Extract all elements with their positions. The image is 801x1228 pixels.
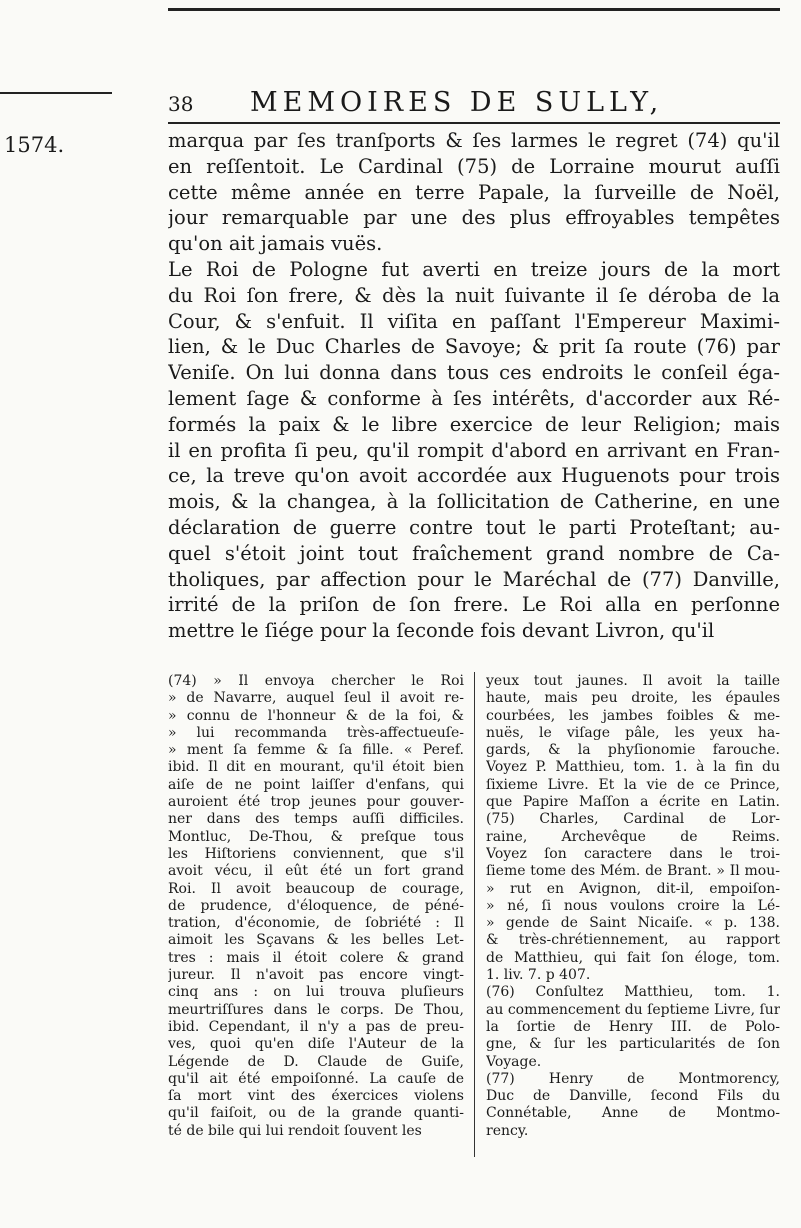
- footnote-line: ſixieme Livre. Et la vie de ce Prince,: [486, 776, 780, 793]
- text-line: déclaration de guerre contre tout le parti Proteſtant; au-: [168, 515, 780, 539]
- margin-rule: [0, 92, 112, 94]
- footnote-line: Duc de Danville, ſecond Fils du: [486, 1088, 780, 1105]
- text-line: tholiques, par affection pour le Maréchal de (77) Danville,: [168, 567, 780, 591]
- footnote-line: Montluc, De-Thou, & preſque tous: [168, 828, 464, 845]
- footnote-line: rency.: [486, 1122, 529, 1139]
- footnote-line: ſa mort vint des éxercices violens: [168, 1088, 464, 1105]
- footnote-line: auroient été trop jeunes pour gouver-: [168, 794, 464, 811]
- footnote-line: ibid. Il dit en mourant, qu'il étoit bien: [168, 759, 464, 776]
- text-line: lement ſage & conforme à ſes intérêts, d'accorder aux Ré-: [168, 386, 780, 410]
- text-line: Cour, & s'enfuit. Il viſita en paſſant l'Empereur Maximi-: [168, 309, 780, 333]
- text-line: mettre le ſiége pour la ſeconde fois devant Livron, qu'il: [168, 619, 715, 643]
- footnote-line: & très-chrétiennement, au rapport: [486, 932, 780, 949]
- footnote-line: Voyez P. Matthieu, tom. 1. à la fin du: [486, 759, 780, 776]
- footnote-line: Légende de D. Claude de Guiſe,: [168, 1053, 464, 1070]
- footnote-line: (76) Conſultez Matthieu, tom. 1.: [486, 984, 780, 1001]
- footnote-line: Voyez ſon caractere dans le troi-: [486, 845, 780, 862]
- footnote-line: (77) Henry de Montmorency,: [486, 1070, 780, 1087]
- footnote-line: qu'il ait été empoiſonné. La cauſe de: [168, 1070, 464, 1087]
- footnote-line: » gende de Saint Nicaiſe. « p. 138.: [486, 915, 780, 932]
- footnote-line: Connétable, Anne de Montmo-: [486, 1105, 780, 1122]
- footnote-line: ves, quoi qu'en diſe l'Auteur de la: [168, 1036, 464, 1053]
- running-title: MEMOIRES DE SULLY,: [250, 87, 664, 118]
- footnote-line: de prudence, d'éloquence, de péné-: [168, 897, 464, 914]
- footnote-line: tration, d'économie, de ſobriété : Il: [168, 915, 464, 932]
- footnote-line: Roi. Il avoit beaucoup de courage,: [168, 880, 464, 897]
- text-line: il en profita ſi peu, qu'il rompit d'abord en arrivant en Fran-: [168, 438, 780, 462]
- footnote-line: (75) Charles, Cardinal de Lor-: [486, 811, 780, 828]
- footnote-line: gards, & la phyſionomie farouche.: [486, 742, 780, 759]
- footnote-line: Voyage.: [486, 1053, 542, 1070]
- footnote-line: ibid. Cependant, il n'y a pas de preu-: [168, 1018, 464, 1035]
- footnote-line: » né, ſi nous voulons croire la Lé-: [486, 897, 780, 914]
- text-line: qu'on ait jamais vuës.: [168, 232, 383, 256]
- footnote-line: meurtriſſures dans le corps. De Thou,: [168, 1001, 464, 1018]
- footnote-line: courbées, les jambes foibles & me-: [486, 707, 780, 724]
- footnote-line: tres : mais il étoit colere & grand: [168, 949, 464, 966]
- margin-year: 1574.: [4, 133, 65, 157]
- footnote-line: aiſe de ne point laiſſer d'enfans, qui: [168, 776, 464, 793]
- footnote-line: ſieme tome des Mém. de Brant. » Il mou-: [486, 863, 780, 880]
- text-line: quel s'étoit joint tout fraîchement grand nombre de Ca-: [168, 541, 780, 565]
- text-line: marqua par ſes tranſports & ſes larmes le regret (74) qu'il: [168, 129, 780, 152]
- text-line: en reſſentoit. Le Cardinal (75) de Lorraine mourut auſſi: [168, 154, 780, 178]
- footnote-line: que Papire Maſſon a écrite en Latin.: [486, 794, 780, 811]
- footnote-line: té de bile qui lui rendoit ſouvent les: [168, 1122, 422, 1139]
- text-line: jour remarquable par une des plus effroyables tempêtes: [168, 206, 780, 230]
- footnote-line: cinq ans : on lui trouva pluſieurs: [168, 984, 464, 1001]
- footnote-line: nuës, le viſage pâle, les yeux ha-: [486, 724, 780, 741]
- text-line: du Roi ſon frere, & dès la nuit ſuivante il ſe déroba de la: [168, 283, 780, 307]
- text-line: Veniſe. On lui donna dans tous ces endroits le conſeil éga-: [168, 361, 780, 385]
- footnote-line: aimoit les Sçavans & les belles Let-: [168, 932, 464, 949]
- footnote-line: » ment ſa femme & ſa fille. « Peref.: [168, 742, 464, 759]
- footnotes-left-column: [168, 673, 464, 1140]
- footnote-line: yeux tout jaunes. Il avoit la taille: [486, 673, 780, 689]
- footnote-line: » rut en Avignon, dit-il, empoiſon-: [486, 880, 780, 897]
- footnote-line: jureur. Il n'avoit pas encore vingt-: [168, 967, 464, 984]
- footnote-line: avoit vécu, il eût été un fort grand: [168, 863, 464, 880]
- page-number: 38: [168, 92, 194, 116]
- footnote-line: » lui recommanda très-affectueuſe-: [168, 724, 464, 741]
- main-text: [168, 128, 780, 644]
- column-divider: [474, 672, 475, 1157]
- footnote-line: les Hiſtoriens conviennent, que s'il: [168, 845, 464, 862]
- footnote-line: de Matthieu, qui fait ſon éloge, tom.: [486, 949, 780, 966]
- footnote-line: gne, & ſur les particularités de ſon: [486, 1036, 780, 1053]
- footnote-line: la ſortie de Henry III. de Polo-: [486, 1018, 780, 1035]
- footnote-line: au commencement du ſeptieme Livre, ſur: [486, 1001, 780, 1018]
- footnote-line: 1. liv. 7. p 407.: [486, 967, 591, 984]
- text-line: irrité de la priſon de ſon frere. Le Roi alla en perſonne: [168, 593, 780, 617]
- footnote-line: (74) » Il envoya chercher le Roi: [168, 673, 464, 689]
- text-line: formés la paix & le libre exercice de leur Religion; mais: [168, 412, 780, 436]
- footnote-line: » de Navarre, auquel ſeul il avoit re-: [168, 690, 464, 707]
- header-rule: [168, 122, 780, 124]
- footnote-line: haute, mais peu droite, les épaules: [486, 690, 780, 707]
- footnotes-right-column: [486, 673, 780, 1140]
- text-line: cette même année en terre Papale, la ſurveille de Noël,: [168, 180, 780, 204]
- text-line: Le Roi de Pologne fut averti en treize jours de la mort: [168, 257, 780, 281]
- footnote-line: qu'il faiſoit, ou de la grande quanti-: [168, 1105, 464, 1122]
- footnote-line: raine, Archevêque de Reims.: [486, 828, 780, 845]
- text-line: mois, & la changea, à la ſollicitation de Catherine, en une: [168, 490, 780, 514]
- footnote-line: ner dans des temps auſſi difficiles.: [168, 811, 464, 828]
- text-line: lien, & le Duc Charles de Savoye; & prit ſa route (76) par: [168, 335, 780, 359]
- top-rule: [168, 8, 780, 11]
- footnote-line: » connu de l'honneur & de la foi, &: [168, 707, 464, 724]
- text-line: ce, la treve qu'on avoit accordée aux Huguenots pour trois: [168, 464, 780, 488]
